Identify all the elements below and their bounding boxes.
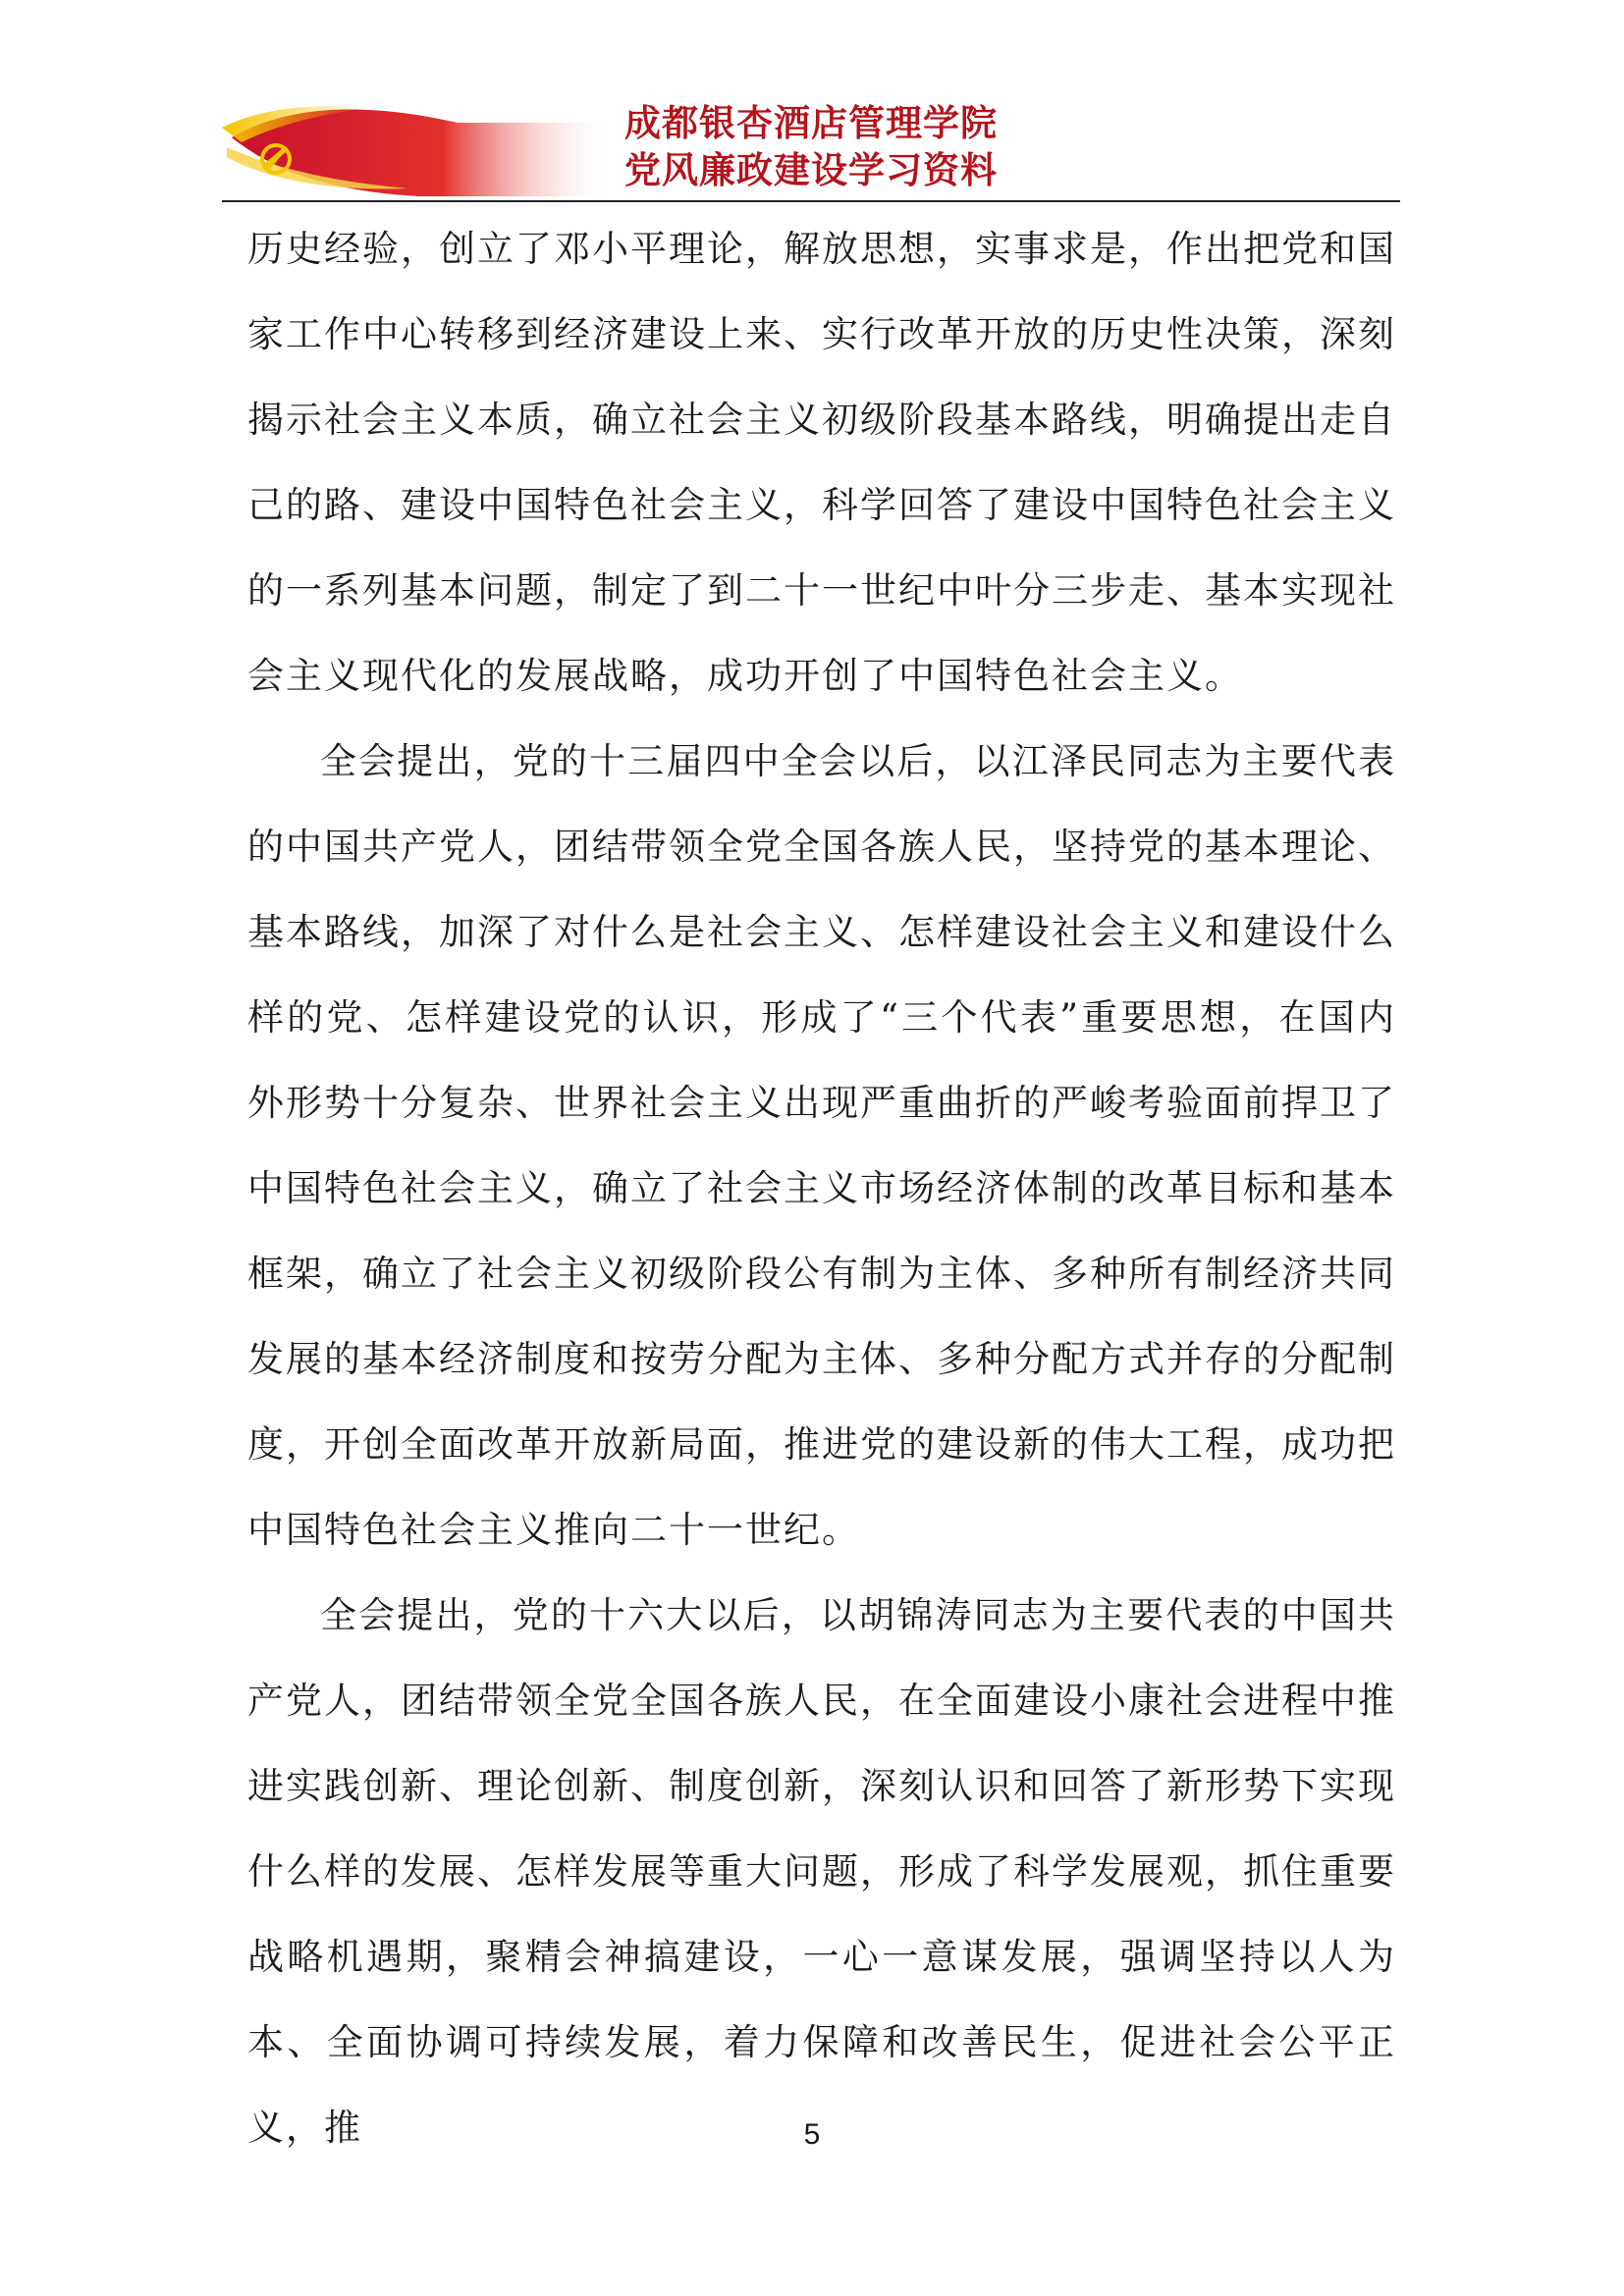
- header-title-line1: 成都银杏酒店管理学院: [624, 102, 998, 144]
- header-title: [624, 100, 1312, 194]
- paragraph-continuation: 历史经验，创立了邓小平理论，解放思想，实事求是，作出把党和国家工作中心转移到经济建设上来、实行改革开放的历史性决策，深刻揭示社会主义本质，确立社会主义初级阶段基本路线，明确提出走自己的路、建设中国特色社会主义，科学回答了建设中国特色社会主义的一系列基本问题，制定了到二十一世纪中叶分三步走、基本实现社会主义现代化的发展战略，成功开创了中国特色社会主义。: [247, 228, 1396, 697]
- header-divider: [222, 200, 1400, 202]
- party-emblem-flag-icon: [222, 98, 615, 196]
- document-header: [222, 98, 1400, 200]
- header-title-line2: 党风廉政建设学习资料: [624, 149, 998, 191]
- paragraph: 全会提出，党的十三届四中全会以后，以江泽民同志为主要代表的中国共产党人，团结带领全党全国各族人民，坚持党的基本理论、基本路线，加深了对什么是社会主义、怎样建设社会主义和建设什么样的党、怎样建设党的认识，形成了“三个代表”重要思想，在国内外形势十分复杂、世界社会主义出现严重曲折的严峻考验面前捍卫了中国特色社会主义，确立了社会主义市场经济体制的改革目标和基本框架，确立了社会主义初级阶段公有制为主体、多种所有制经济共同发展的基本经济制度和按劳分配为主体、多种分配方式并存的分配制度，开创全面改革开放新局面，推进党的建设新的伟大工程，成功把中国特色社会主义推向二十一世纪。: [247, 740, 1396, 1551]
- paragraph: 全会提出，党的十六大以后，以胡锦涛同志为主要代表的中国共产党人，团结带领全党全国各族人民，在全面建设小康社会进程中推进实践创新、理论创新、制度创新，深刻认识和回答了新形势下实现什么样的发展、怎样发展等重大问题，形成了科学发展观，抓住重要战略机遇期，聚精会神搞建设，一心一意谋发展，强调坚持以人为本、全面协调可持续发展，着力保障和改善民生，促进社会公平正义，推: [247, 1594, 1396, 2149]
- document-body: [247, 206, 1396, 2170]
- page-number: 5: [803, 2118, 821, 2151]
